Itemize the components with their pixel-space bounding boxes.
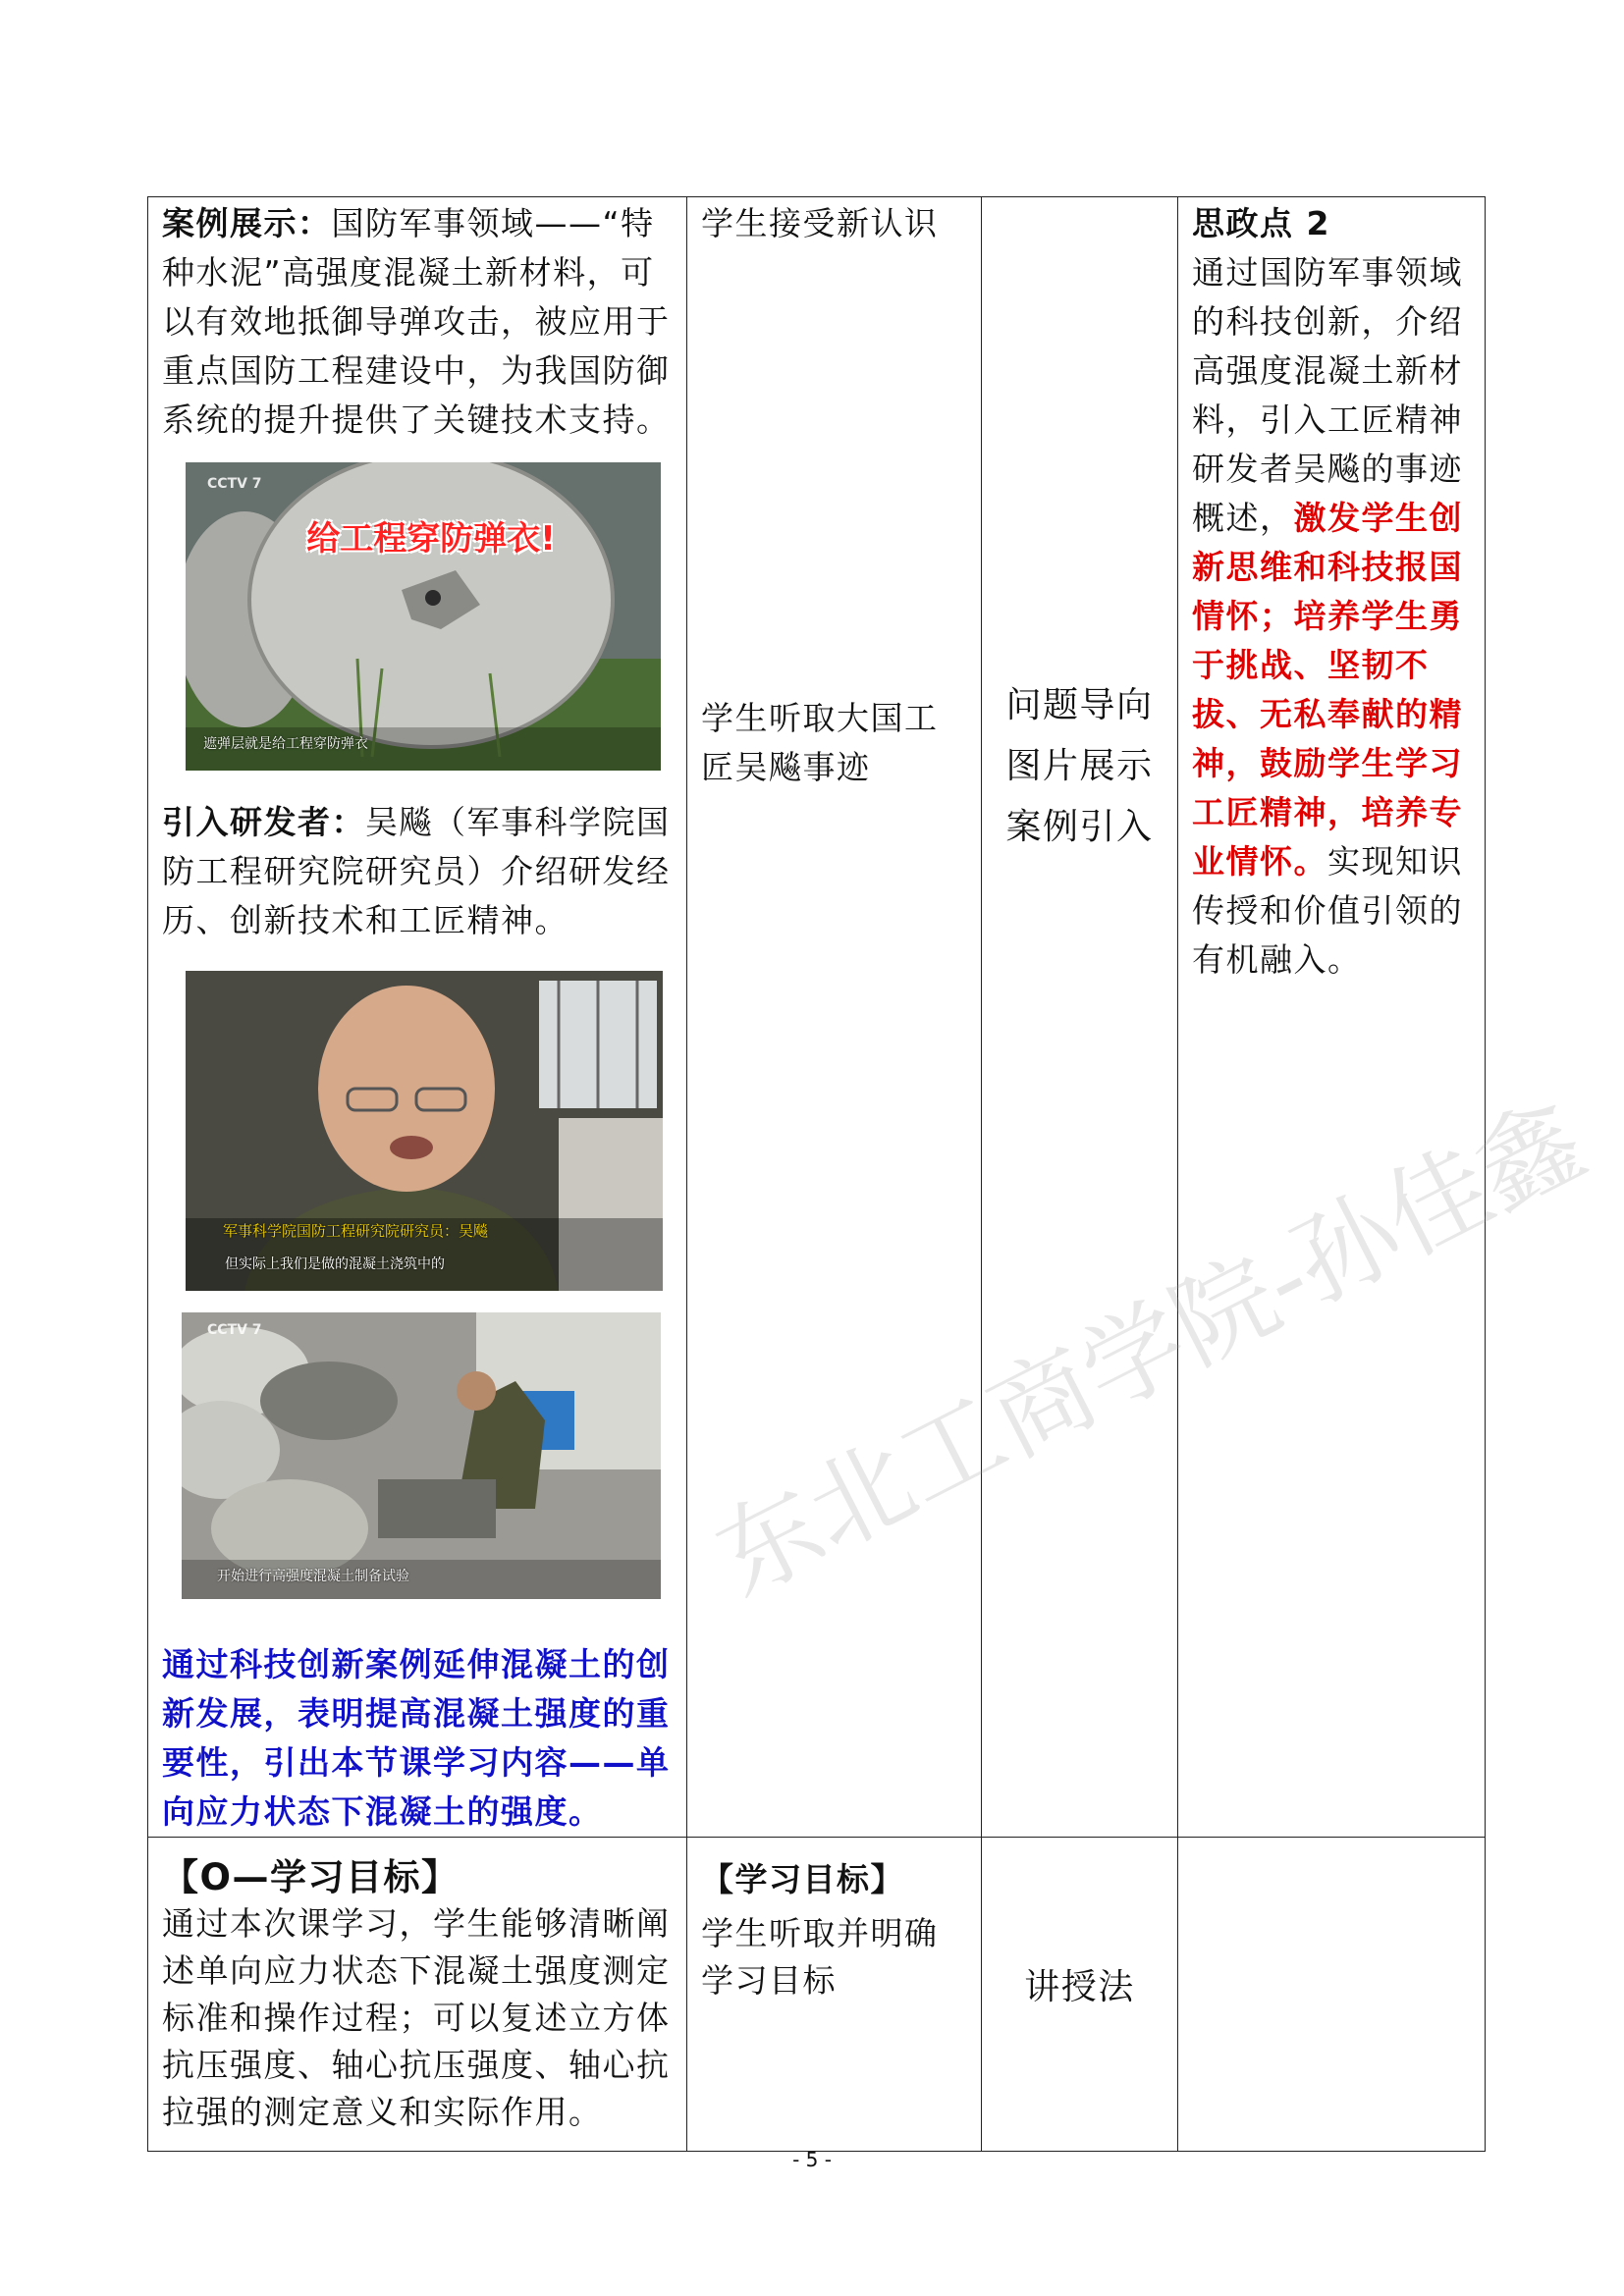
- method-item: 图片展示: [1005, 746, 1154, 786]
- objective-text: 通过本次课学习，学生能够清晰阐述单向应力状态下混凝土强度测定标准和操作过程；可以复述立方体抗压强度、轴心抗压强度、轴心抗拉强的测定意义和实际作用。: [162, 1904, 671, 2131]
- page-number: - 5 -: [792, 2148, 832, 2171]
- method-lecture: 讲授法: [1024, 1967, 1135, 2007]
- summary-text: 通过科技创新案例延伸混凝土的创新发展，表明提高混凝土强度的重要性，引出本节课学习内容——单向应力状态下混凝土的强度。: [162, 1645, 671, 1831]
- developer-label: 引入研发者：: [162, 803, 365, 841]
- method-item: 问题导向: [1005, 685, 1154, 725]
- photo-researcher: [186, 971, 663, 1291]
- photo-headline: 给工程穿防弹衣!: [306, 519, 556, 559]
- student-objective-title: 【学习目标】: [701, 1860, 904, 1898]
- ideology-point-cell-2: [1178, 1838, 1486, 2152]
- case-paragraph: [162, 199, 673, 445]
- table-row: [148, 197, 1486, 1838]
- photo-caption-quote: 但实际上我们是做的混凝土浇筑中的: [225, 1256, 445, 1272]
- ideology-point-title: 思政点 2: [1192, 204, 1330, 242]
- method-cell-2: [982, 1838, 1178, 2152]
- developer-paragraph: [162, 798, 673, 945]
- cctv-logo: CCTV 7: [207, 476, 262, 492]
- objective-title: 【O—学习目标】: [162, 1856, 460, 1898]
- student-objective-text: 学生听取并明确学习目标: [701, 1914, 939, 2000]
- ideology-point-cell: [1178, 197, 1486, 1838]
- watermark: 东北工商学院-孙佳鑫: [697, 1079, 1602, 1620]
- case-text: 国防军事领域——“特种水泥”高强度混凝土新材料，可以有效地抵御导弹攻击，被应用于重点国防工程建设中，为我国防御系统的提升提供了关键技术支持。: [162, 204, 671, 439]
- photo-caption-title: 军事科学院国防工程研究院研究员：吴飚: [223, 1222, 489, 1240]
- photo-caption: 开始进行高强度混凝土制备试验: [217, 1569, 409, 1584]
- developer-text: 吴飚（军事科学院国防工程研究院研究员）介绍研发经历、创新技术和工匠精神。: [162, 803, 671, 939]
- method-item: 案例引入: [1005, 807, 1154, 847]
- photo-cctv-bulletproof: [186, 462, 661, 771]
- ideology-point-text: [1192, 248, 1471, 985]
- case-label: 案例展示：: [162, 204, 332, 242]
- learning-objective-cell: [148, 1838, 687, 2152]
- lesson-plan-table: [147, 196, 1486, 2152]
- point-text-outro: 实现知识传授和价值引领的有机融入。: [1192, 842, 1463, 979]
- table-row: [148, 1838, 1486, 2152]
- researcher-illustration: [186, 971, 663, 1291]
- teaching-content-cell: [148, 197, 687, 1838]
- photo-lab-experiment: [182, 1312, 661, 1599]
- lab-illustration: [182, 1312, 661, 1599]
- bulletproof-illustration: [186, 462, 661, 771]
- point-text-intro: 通过国防军事领域的科技创新，介绍高强度混凝土新材料，引入工匠精神研发者吴飚的事迹概述，: [1192, 253, 1463, 537]
- method-cell: [982, 197, 1178, 1838]
- student-activity-cell: [687, 197, 982, 1838]
- student-objective-cell: [687, 1838, 982, 2152]
- student-activity-1: 学生接受新认识: [701, 204, 939, 242]
- photo-caption: 遮弹层就是给工程穿防弹衣: [203, 736, 368, 752]
- cctv-logo: CCTV 7: [207, 1322, 262, 1338]
- student-activity-2: 学生听取大国工匠吴飚事迹: [701, 699, 939, 786]
- point-text-highlight: 激发学生创新思维和科技报国情怀；培养学生勇于挑战、坚韧不拔、无私奉献的精神，鼓励学生学习工匠精神，培养专业情怀。: [1192, 499, 1463, 881]
